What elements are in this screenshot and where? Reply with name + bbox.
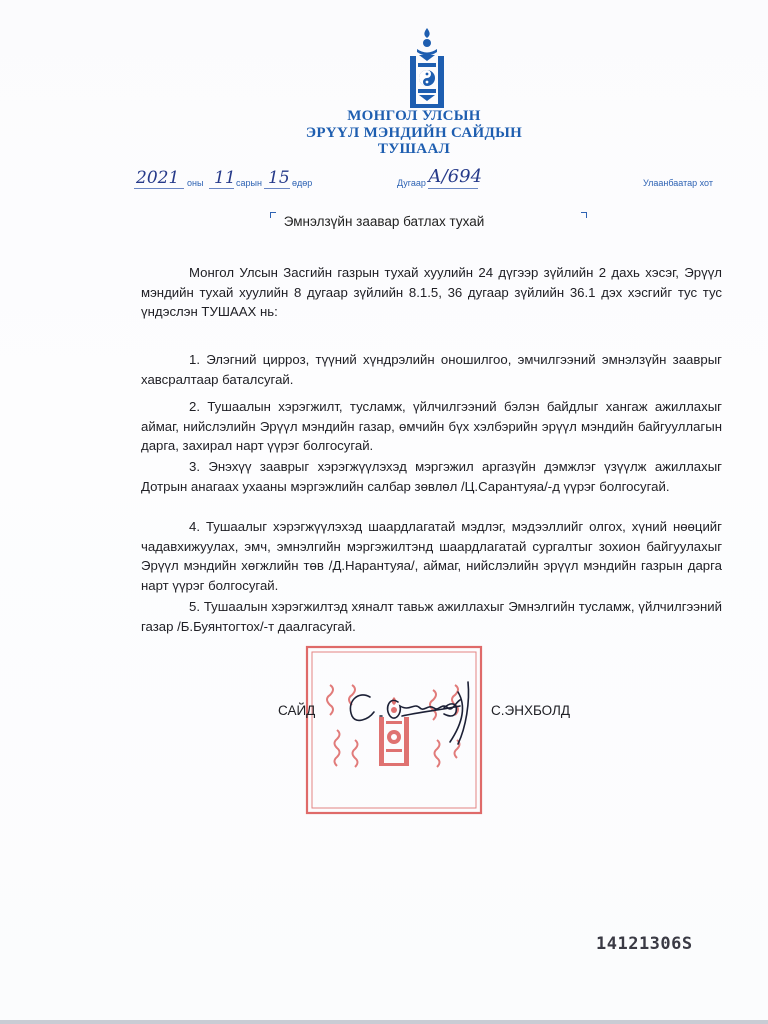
bottom-edge <box>0 1020 768 1024</box>
header-ministry: ЭРҮҮЛ МЭНДИЙН САЙДЫН <box>305 125 523 141</box>
date-year: 2021 <box>136 168 180 188</box>
blank-line <box>264 188 290 189</box>
date-month: 11 <box>214 168 236 188</box>
month-suffix: сарын <box>236 178 262 188</box>
signer-position: САЙД <box>278 703 316 718</box>
date-line <box>0 166 768 194</box>
header-order-title: ТУШААЛ <box>377 141 451 157</box>
order-item-4: 4. Тушаалыг хэрэгжүүлэхэд шаардлагатай мэдлэг, мэдээллийг олгох, хүний нөөцийг чадавхижуулах, эмч, эмнэлгийн мэргэжилтэнд шаардлагатай сургалтыг зохион байгуулахыг Эрүүл мэндийн хөгжлийн төв /Д.Нарантуяа/, аймаг, нийслэлийн эрүүл мэндийн газрын дарга нарт үүрэг болгосугай. <box>141 519 722 593</box>
header-country: МОНГОЛ УЛСЫН <box>347 108 481 124</box>
day-suffix: өдөр <box>292 178 313 188</box>
document-title: Эмнэлзүйн заавар батлах тухай <box>283 214 485 229</box>
date-day: 15 <box>268 168 290 188</box>
document-number: 14121306S <box>596 934 693 954</box>
order-item-2: 2. Тушаалын хэрэгжилт, тусламж, үйлчилгээний бэлэн байдлыг хангаж ажиллахыг аймаг, нийслэлийн Эрүүл мэндийн газар, өмчийн бүх хэлбэрийн эрүүл мэндийн байгууллагын дарга, захирал нарт үүрэг болгосугай. <box>141 399 722 453</box>
preamble-paragraph: Монгол Улсын Засгийн газрын тухай хуулийн 24 дүгээр зүйлийн 2 дахь хэсэг, Эрүүл мэндийн тухай хуулийн 8 дугаар зүйлийн 8.1.5, 36 дугаар зүйлийн 36.1 дэх хэсгийг тус тус үндэслэн ТУШААХ нь: <box>141 265 722 319</box>
blank-line <box>134 188 184 189</box>
number-label: Дугаар <box>397 178 426 188</box>
handwritten-signature <box>340 672 490 752</box>
blank-line <box>428 188 478 189</box>
signer-name: С.ЭНХБОЛД <box>491 703 571 718</box>
soyombo-emblem-icon <box>404 26 450 110</box>
order-item-1: 1. Элэгний цирроз, түүний хүндрэлийн оношилгоо, эмчилгээний эмнэлзүйн зааврыг хавсралтаар баталсугай. <box>141 352 722 387</box>
year-suffix: оны <box>187 178 204 188</box>
blank-line <box>209 188 234 189</box>
order-number: А/694 <box>428 166 483 187</box>
order-item-3: 3. Энэхүү зааврыг хэрэгжүүлэхэд мэргэжил аргазүйн дэмжлэг үзүүлж ажиллахыг Дотрын анагаах ухааны мэргэжлийн салбар зөвлөл /Ц.Сарантуяа/-д үүрэг болгосугай. <box>141 459 722 494</box>
order-item-5: 5. Тушаалын хэрэгжилтэд хяналт тавьж ажиллахыг Эмнэлгийн тусламж, үйлчилгээний газар /Б.Буянтогтох/-т даалгасугай. <box>141 599 722 634</box>
place-label: Улаанбаатар хот <box>643 178 713 188</box>
